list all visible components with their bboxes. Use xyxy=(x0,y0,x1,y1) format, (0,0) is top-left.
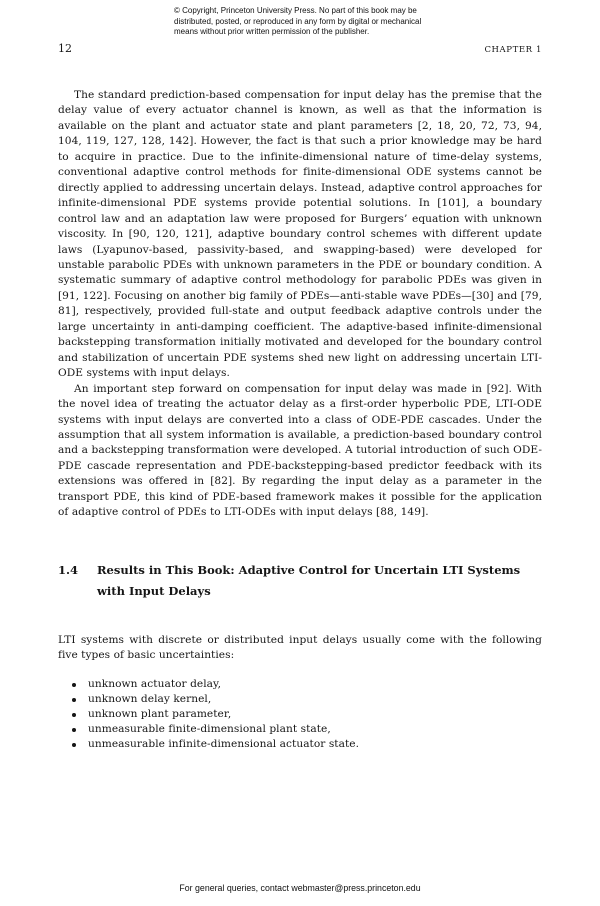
section-title: Results in This Book: Adaptive Control for Uncertain LTI Systems with Input Delays xyxy=(97,562,521,598)
section-number: 1.4 xyxy=(58,562,79,577)
bullet-item: unmeasurable finite-dimensional plant state, xyxy=(58,722,542,737)
chapter-label: CHAPTER 1 xyxy=(484,45,542,55)
paragraph-2: An important step forward on compensation for input delay was made in [92]. With the novel idea of treating the actuator delay as a first-order hyperbolic PDE, LTI-ODE systems with input delays are converted into a class of ODE-PDE cascades. Under the assumption that all system information is available, a prediction-based boundary control and a backstepping transformation were developed. A tutorial introduction of such ODE-PDE cascade representation and PDE-backstepping-based predictor feedback with its extensions was offered in [82]. By regarding the input delay as a parameter in the transport PDE, this kind of PDE-based framework makes it possible for the application of adaptive control of PDEs to LTI-ODEs with input delays [88, 149]. xyxy=(58,382,542,519)
footer-contact: For general queries, contact webmaster@press.princeton.edu xyxy=(179,883,421,893)
page-header xyxy=(58,42,542,55)
copyright-notice: © Copyright, Princeton University Press. No part of this book may be distributed, posted, or reproduced in any form by digital or mechanical means without prior written permission of the publisher. xyxy=(174,6,422,37)
page-number: 12 xyxy=(58,42,72,55)
section-heading xyxy=(58,560,542,602)
body-column xyxy=(58,88,542,753)
paragraph-1: The standard prediction-based compensation for input delay has the premise that the delay value of every actuator channel is known, as well as that the information is available on the plant and actuator state and plant parameters [2, 18, 20, 72, 73, 94, 104, 119, 127, 128, 142]. However, the fact is that such a prior knowledge may be hard to acquire in practice. Due to the infinite-dimensional nature of time-delay systems, conventional adaptive control methods for finite-dimensional ODE systems cannot be directly applied to addressing uncertain delays. Instead, adaptive control approaches for infinite-dimensional PDE systems provide potential solutions. In [101], a boundary control law and an adaptation law were proposed for Burgers’ equation with unknown viscosity. In [90, 120, 121], adaptive boundary control schemes with different update laws (Lyapunov-based, passivity-based, and swapping-based) were developed for unstable parabolic PDEs with unknown parameters in the PDE or boundary condition. A systematic summary of adaptive control methodology for parabolic PDEs was given in [91, 122]. Focusing on another big family of PDEs—anti-stable wave PDEs—[30] and [79, 81], respectively, provided full-state and output feedback adaptive controls under the large uncertainty in anti-damping coefficient. The adaptive-based infinite-dimensional backstepping transformation initially motivated and developed for the boundary control and stabilization of uncertain PDE systems shed new light on addressing uncertain LTI-ODE systems with input delays. xyxy=(58,89,542,380)
uncertainty-bullet-list xyxy=(58,677,542,753)
section-intro-paragraph: LTI systems with discrete or distributed input delays usually come with the following five types of basic uncertainties: xyxy=(58,633,542,662)
bullet-item: unknown actuator delay, xyxy=(58,677,542,692)
bullet-item: unknown delay kernel, xyxy=(58,692,542,707)
bullet-item: unmeasurable infinite-dimensional actuator state. xyxy=(58,737,542,752)
bullet-item: unknown plant parameter, xyxy=(58,707,542,722)
